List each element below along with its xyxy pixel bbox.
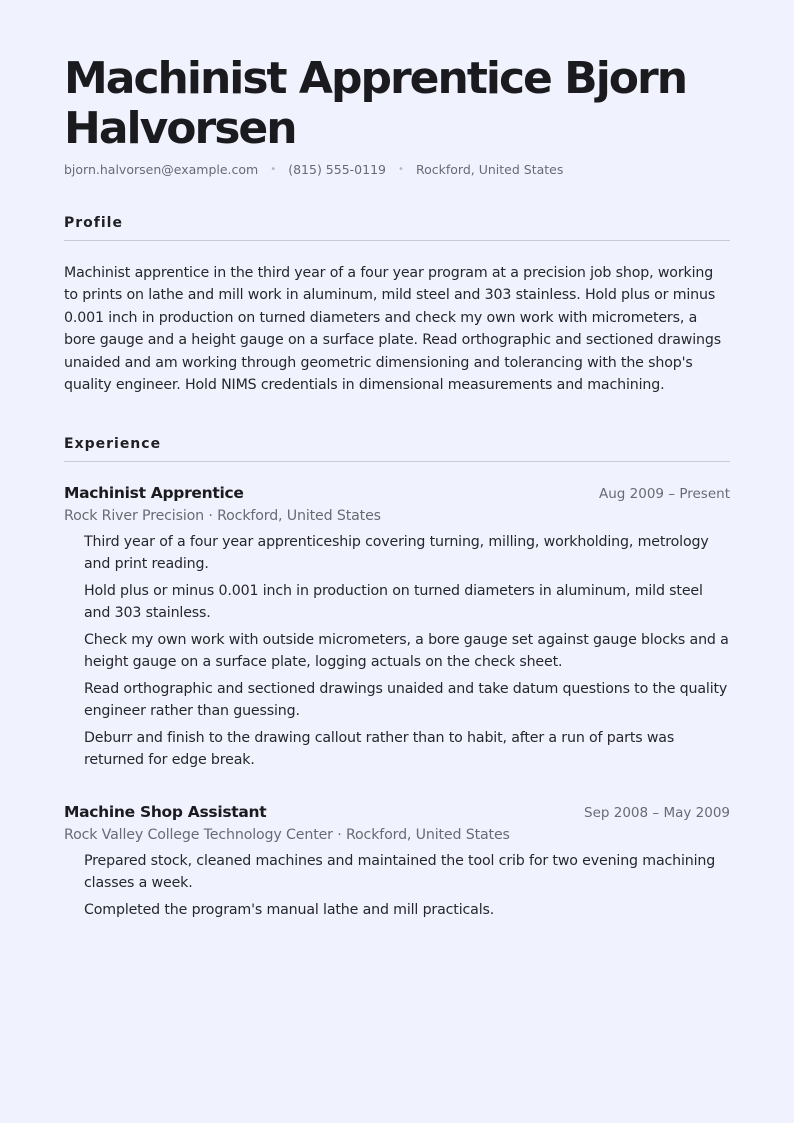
- job-title: Machine Shop Assistant: [64, 803, 267, 822]
- job-bullet: Third year of a four year apprenticeship covering turning, milling, workholding, metrology and print reading.: [84, 534, 709, 572]
- job-dates: Sep 2008 – May 2009: [584, 805, 730, 822]
- contact-separator: •: [398, 164, 404, 175]
- experience-section: [64, 436, 730, 922]
- job-bullet: Check my own work with outside micrometers, a bore gauge set against gauge blocks and a height gauge on a surface plate, logging actuals on the check sheet.: [84, 632, 729, 670]
- contact-email[interactable]: bjorn.halvorsen@example.com: [64, 162, 259, 177]
- job-dates: Aug 2009 – Present: [599, 486, 730, 503]
- job-header: [64, 484, 730, 502]
- job-title: Machinist Apprentice: [64, 484, 244, 503]
- profile-summary: Machinist apprentice in the third year of a four year program at a precision job shop, working to prints on lathe and mill work in aluminum, mild steel and 303 stainless. Hold plus or minus 0.001 inch in production on turned diameters and check my own work with micrometers, a bore gauge and a height gauge on a surface plate. Read orthographic and sectioned drawings unaided and am working through geometric dimensioning and tolerancing with the shop's quality engineer. Hold NIMS credentials in dimensional measurements and machining.: [64, 265, 721, 394]
- job-entry: [64, 803, 730, 922]
- job-bullet: Hold plus or minus 0.001 inch in production on turned diameters in aluminum, mild steel and 303 stainless.: [84, 583, 703, 621]
- job-bullet: Deburr and finish to the drawing callout rather than to habit, after a run of parts was returned for edge break.: [84, 730, 675, 768]
- profile-heading: Profile: [64, 215, 730, 241]
- job-bullet: Read orthographic and sectioned drawings unaided and take datum questions to the quality engineer rather than guessing.: [84, 681, 728, 719]
- contact-separator: •: [270, 164, 277, 175]
- job-bullets: [64, 532, 730, 771]
- job-entry: [64, 484, 730, 771]
- contact-location: Rockford, United States: [416, 162, 564, 177]
- job-organization: Rock Valley College Technology Center · Rockford, United States: [64, 827, 510, 844]
- experience-heading: Experience: [64, 436, 730, 462]
- contact-line: [64, 162, 730, 177]
- contact-phone[interactable]: (815) 555-0119: [288, 162, 386, 177]
- job-bullets: [64, 851, 730, 922]
- job-header: [64, 803, 730, 821]
- candidate-name: Machinist Apprentice Bjorn Halvorsen: [64, 53, 687, 154]
- job-bullet: Completed the program's manual lathe and mill practicals.: [84, 902, 495, 919]
- profile-section: [64, 215, 730, 396]
- job-bullet: Prepared stock, cleaned machines and maintained the tool crib for two evening machining classes a week.: [84, 853, 716, 891]
- job-organization: Rock River Precision · Rockford, United States: [64, 508, 381, 525]
